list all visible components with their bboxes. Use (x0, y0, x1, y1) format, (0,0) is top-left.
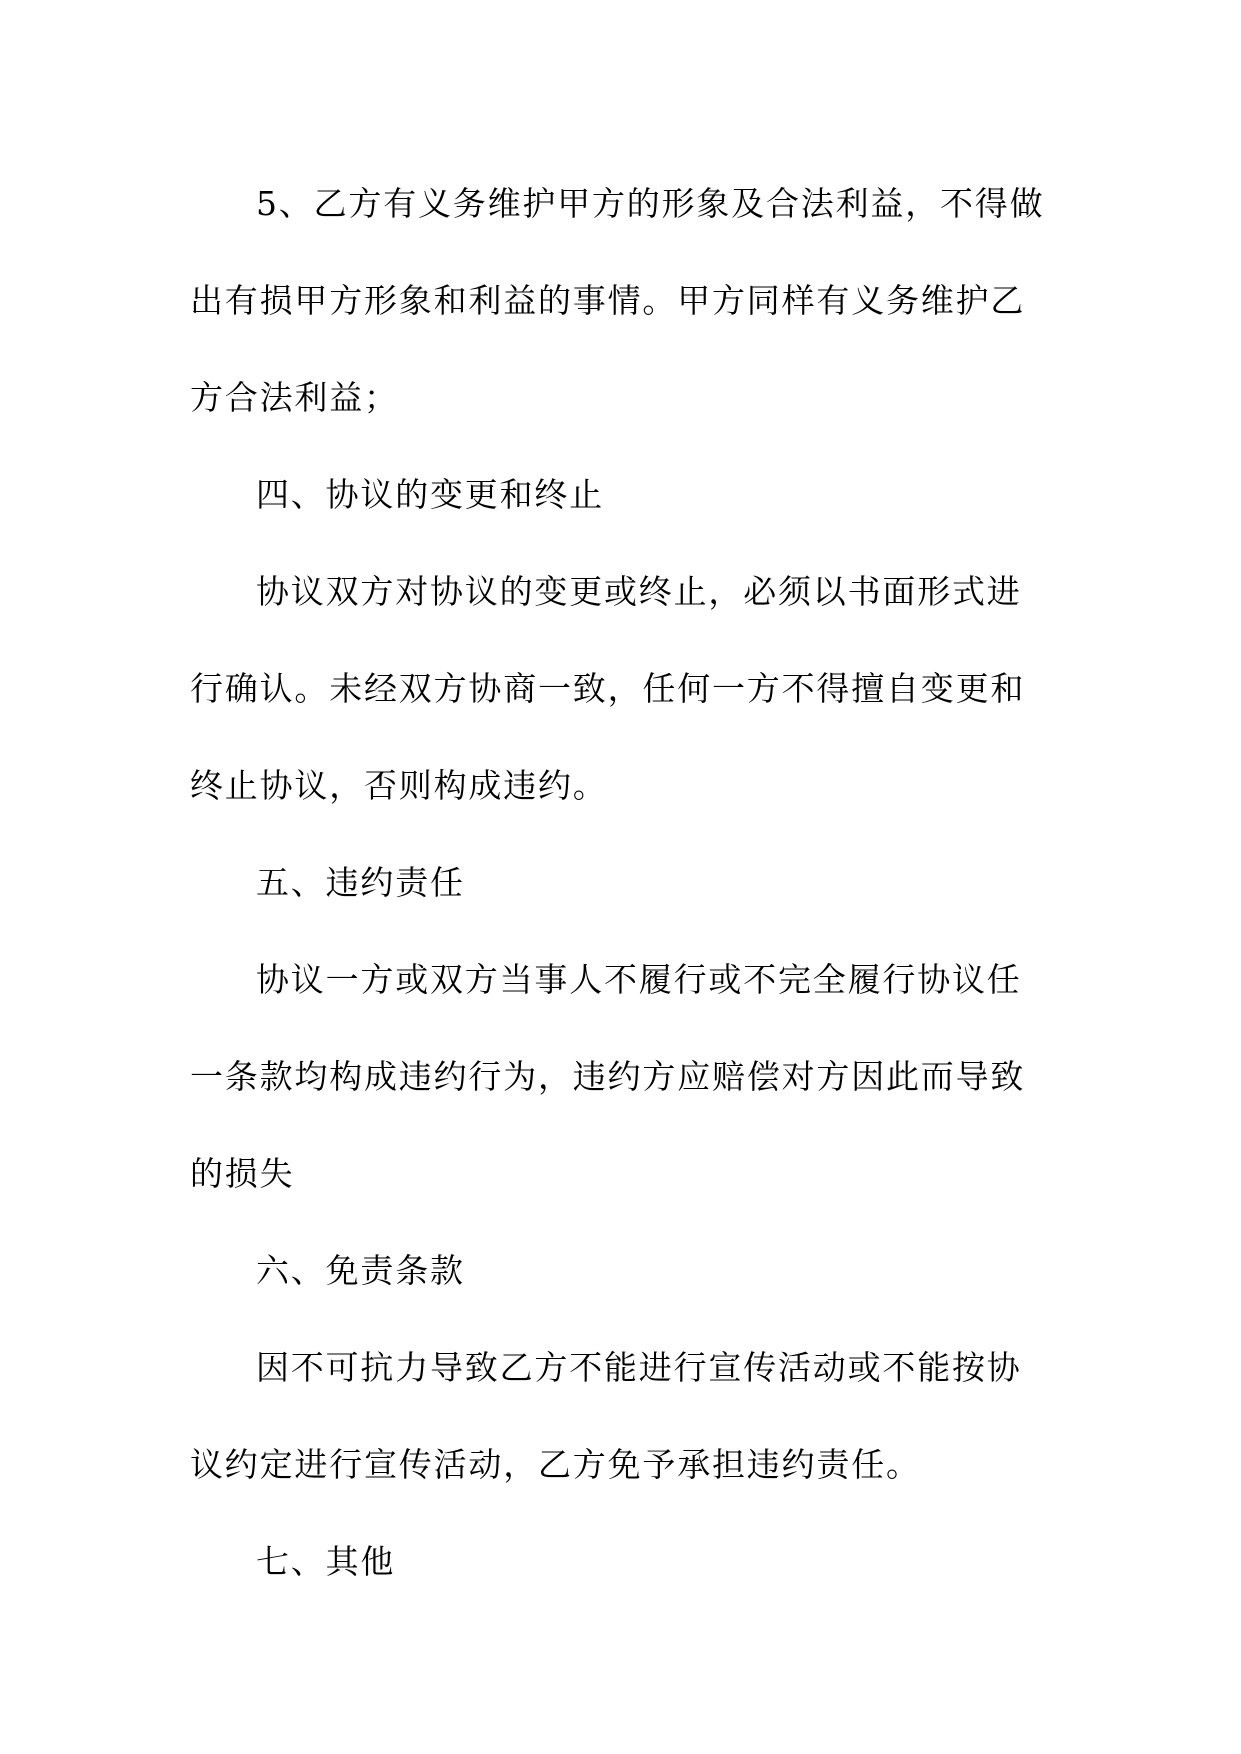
exemption-paragraph: 因不可抗力导致乙方不能进行宣传活动或不能按协议约定进行宣传活动，乙方免予承担违约责任。 (190, 1348, 1022, 1484)
section-heading-breach-liability: 五、违约责任 (256, 863, 465, 902)
clause-paragraph-5: 5、乙方有义务维护甲方的形象及合法利益，不得做出有损甲方形象和利益的事情。甲方同样有义务维护乙方合法利益； (190, 184, 1045, 417)
section-heading-exemption: 六、免责条款 (256, 1251, 465, 1290)
modification-paragraph: 协议双方对协议的变更或终止，必须以书面形式进行确认。未经双方协商一致，任何一方不得擅自变更和终止协议，否则构成违约。 (190, 572, 1026, 805)
breach-paragraph: 协议一方或双方当事人不履行或不完全履行协议任一条款均构成违约行为，违约方应赔偿对方因此而导致的损失 (190, 960, 1026, 1193)
document-body (190, 155, 1050, 1610)
section-heading-other: 七、其他 (256, 1542, 396, 1581)
section-heading-modification-termination: 四、协议的变更和终止 (256, 475, 604, 514)
